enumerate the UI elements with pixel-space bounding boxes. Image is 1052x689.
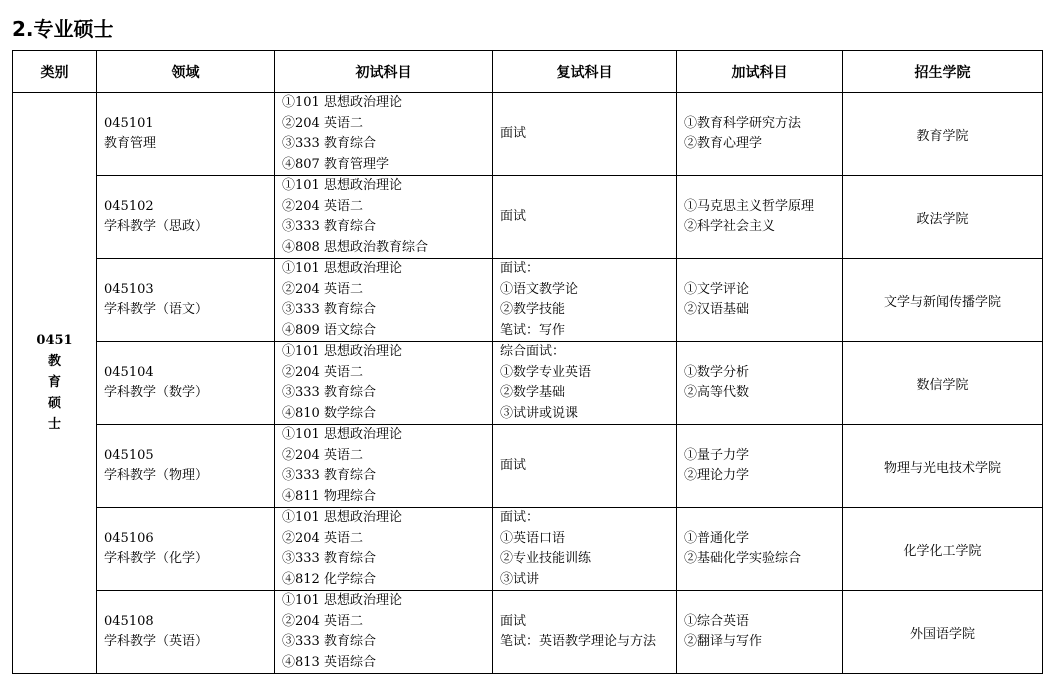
extra-subjects-cell [677, 425, 843, 508]
extra-subject: ①普通化学 [684, 530, 750, 546]
college-cell: 文学与新闻传播学院 [843, 259, 1043, 342]
initial-subjects-cell [275, 93, 493, 176]
initial-subject: ③333 教育综合 [282, 136, 376, 151]
initial-subject: ③333 教育综合 [282, 634, 376, 649]
field-line: 学科教学（语文） [104, 302, 209, 317]
retest-subject: 面试： [500, 261, 540, 276]
retest-subjects-cell [493, 425, 677, 508]
initial-subject: ①101 思想政治理论 [282, 178, 402, 193]
initial-subject: ③333 教育综合 [282, 551, 376, 566]
initial-subject: ④807 教育管理学 [282, 156, 389, 172]
field-line: 学科教学（化学） [104, 551, 209, 566]
retest-subject: ②数学基础 [500, 385, 566, 400]
retest-subject: ②教学技能 [500, 302, 566, 317]
extra-subjects-cell [677, 259, 843, 342]
retest-subject: ①数学专业英语 [500, 364, 592, 380]
extra-subject: ①数学分析 [684, 364, 750, 380]
retest-subjects-cell [493, 259, 677, 342]
initial-subjects-cell-lines [275, 93, 492, 175]
extra-subjects-cell [677, 508, 843, 591]
initial-subject: ②204 英语二 [282, 530, 363, 546]
field-cell [97, 259, 275, 342]
retest-subjects-cell [493, 591, 677, 674]
retest-subject: ①语文教学论 [500, 281, 579, 297]
initial-subjects-cell [275, 342, 493, 425]
category-cell [13, 93, 97, 674]
initial-subject: ①101 思想政治理论 [282, 261, 402, 276]
field-cell-lines [97, 363, 274, 404]
extra-subjects-cell-lines [677, 280, 842, 321]
table-row [13, 176, 1043, 259]
extra-subjects-cell [677, 591, 843, 674]
initial-subject: ④810 数学综合 [282, 405, 376, 421]
retest-subjects-cell-lines [493, 456, 676, 477]
category-name-char: 育 [47, 375, 61, 390]
initial-subject: ④812 化学综合 [282, 571, 376, 587]
extra-subjects-cell-lines [677, 114, 842, 155]
retest-subjects-cell [493, 93, 677, 176]
extra-subject: ②基础化学实验综合 [684, 551, 802, 566]
retest-subjects-cell-lines [493, 259, 676, 341]
field-cell [97, 508, 275, 591]
initial-subject: ②204 英语二 [282, 364, 363, 380]
table-row [13, 508, 1043, 591]
header-initial-subjects: 初试科目 [275, 51, 493, 93]
initial-subjects-cell-lines [275, 425, 492, 507]
header-extra-subjects: 加试科目 [677, 51, 843, 93]
table-header-row [13, 51, 1043, 93]
initial-subject: ③333 教育综合 [282, 385, 376, 400]
initial-subjects-cell-lines [275, 176, 492, 258]
extra-subject: ①量子力学 [684, 447, 750, 463]
college-cell: 物理与光电技术学院 [843, 425, 1043, 508]
initial-subject: ②204 英语二 [282, 198, 363, 214]
initial-subject: ③333 教育综合 [282, 219, 376, 234]
extra-subject: ②教育心理学 [684, 136, 763, 151]
field-line: 045106 [104, 530, 154, 546]
field-line: 学科教学（思政） [104, 219, 209, 234]
initial-subject: ③333 教育综合 [282, 302, 376, 317]
field-cell [97, 591, 275, 674]
extra-subject: ②科学社会主义 [684, 219, 776, 234]
retest-subjects-cell-lines [493, 508, 676, 590]
field-cell-lines [97, 446, 274, 487]
retest-subject: 面试： [500, 510, 540, 525]
retest-subject: ③试讲 [500, 571, 540, 587]
extra-subject: ①马克思主义哲学原理 [684, 198, 815, 214]
field-line: 045104 [104, 364, 154, 380]
extra-subjects-cell [677, 342, 843, 425]
field-cell-lines [97, 280, 274, 321]
initial-subject: ②204 英语二 [282, 281, 363, 297]
field-cell [97, 425, 275, 508]
category-name [48, 351, 61, 435]
table-row [13, 342, 1043, 425]
initial-subject: ①101 思想政治理论 [282, 95, 402, 110]
extra-subjects-cell-lines [677, 446, 842, 487]
initial-subject: ④809 语文综合 [282, 322, 376, 338]
retest-subjects-cell [493, 342, 677, 425]
category-name-char: 硕 [47, 396, 61, 411]
extra-subjects-cell-lines [677, 529, 842, 570]
retest-subjects-cell-lines [493, 207, 676, 228]
category-label [36, 331, 72, 435]
field-line: 045103 [104, 281, 154, 297]
retest-subjects-cell-lines [493, 612, 676, 653]
extra-subject: ①文学评论 [684, 281, 750, 297]
field-line: 045105 [104, 447, 154, 463]
retest-subject: 面试 [500, 613, 527, 629]
admissions-table [12, 50, 1043, 674]
initial-subject: ④813 英语综合 [282, 654, 376, 670]
retest-subjects-cell [493, 176, 677, 259]
field-cell-lines [97, 197, 274, 238]
category-name-char: 教 [47, 354, 61, 369]
initial-subject: ①101 思想政治理论 [282, 427, 402, 442]
initial-subjects-cell-lines [275, 342, 492, 424]
college-cell: 外国语学院 [843, 591, 1043, 674]
field-line: 045101 [104, 115, 154, 131]
field-line: 045108 [104, 613, 154, 629]
retest-subject: 面试 [500, 457, 527, 473]
initial-subject: ①101 思想政治理论 [282, 593, 402, 608]
initial-subjects-cell [275, 508, 493, 591]
initial-subjects-cell-lines [275, 591, 492, 673]
retest-subject: 笔试：写作 [500, 322, 566, 338]
initial-subjects-cell [275, 591, 493, 674]
page-title: 2.专业硕士 [12, 17, 114, 41]
category-code: 0451 [36, 333, 73, 348]
field-cell-lines [97, 529, 274, 570]
initial-subject: ②204 英语二 [282, 115, 363, 131]
header-field: 领域 [97, 51, 275, 93]
extra-subjects-cell-lines [677, 197, 842, 238]
extra-subjects-cell-lines [677, 612, 842, 653]
retest-subjects-cell-lines [493, 342, 676, 424]
retest-subject: ③试讲或说课 [500, 405, 579, 421]
college-cell: 政法学院 [843, 176, 1043, 259]
extra-subject: ②高等代数 [684, 385, 750, 400]
field-line: 学科教学（英语） [104, 634, 209, 649]
initial-subject: ④811 物理综合 [282, 488, 376, 504]
field-line: 学科教学（物理） [104, 468, 209, 483]
field-cell [97, 93, 275, 176]
initial-subjects-cell [275, 176, 493, 259]
table-row [13, 591, 1043, 674]
field-cell [97, 342, 275, 425]
retest-subjects-cell-lines [493, 124, 676, 145]
field-line: 教育管理 [104, 136, 157, 151]
retest-subject: ①英语口语 [500, 530, 566, 546]
category-name-char: 士 [47, 417, 61, 432]
extra-subjects-cell [677, 93, 843, 176]
retest-subject: 面试 [500, 125, 527, 141]
retest-subject: 综合面试： [500, 344, 566, 359]
table-row [13, 93, 1043, 176]
header-retest-subjects: 复试科目 [493, 51, 677, 93]
field-line: 学科教学（数学） [104, 385, 209, 400]
retest-subject: 笔试：英语教学理论与方法 [500, 634, 657, 649]
header-college: 招生学院 [843, 51, 1043, 93]
field-line: 045102 [104, 198, 154, 214]
retest-subject: 面试 [500, 208, 527, 224]
initial-subject: ②204 英语二 [282, 613, 363, 629]
extra-subject: ①综合英语 [684, 613, 750, 629]
initial-subject: ③333 教育综合 [282, 468, 376, 483]
table-row [13, 259, 1043, 342]
initial-subject: ①101 思想政治理论 [282, 510, 402, 525]
college-cell: 教育学院 [843, 93, 1043, 176]
initial-subject: ④808 思想政治教育综合 [282, 239, 428, 255]
table-row [13, 425, 1043, 508]
extra-subject: ②翻译与写作 [684, 634, 763, 649]
extra-subject: ②理论力学 [684, 468, 750, 483]
initial-subjects-cell-lines [275, 259, 492, 341]
extra-subject: ②汉语基础 [684, 302, 750, 317]
initial-subjects-cell [275, 259, 493, 342]
extra-subjects-cell [677, 176, 843, 259]
retest-subjects-cell [493, 508, 677, 591]
initial-subject: ②204 英语二 [282, 447, 363, 463]
initial-subjects-cell-lines [275, 508, 492, 590]
extra-subject: ①教育科学研究方法 [684, 115, 802, 131]
initial-subject: ①101 思想政治理论 [282, 344, 402, 359]
field-cell [97, 176, 275, 259]
header-category: 类别 [13, 51, 97, 93]
college-cell: 化学化工学院 [843, 508, 1043, 591]
initial-subjects-cell [275, 425, 493, 508]
field-cell-lines [97, 114, 274, 155]
field-cell-lines [97, 612, 274, 653]
retest-subject: ②专业技能训练 [500, 551, 592, 566]
college-cell: 数信学院 [843, 342, 1043, 425]
extra-subjects-cell-lines [677, 363, 842, 404]
